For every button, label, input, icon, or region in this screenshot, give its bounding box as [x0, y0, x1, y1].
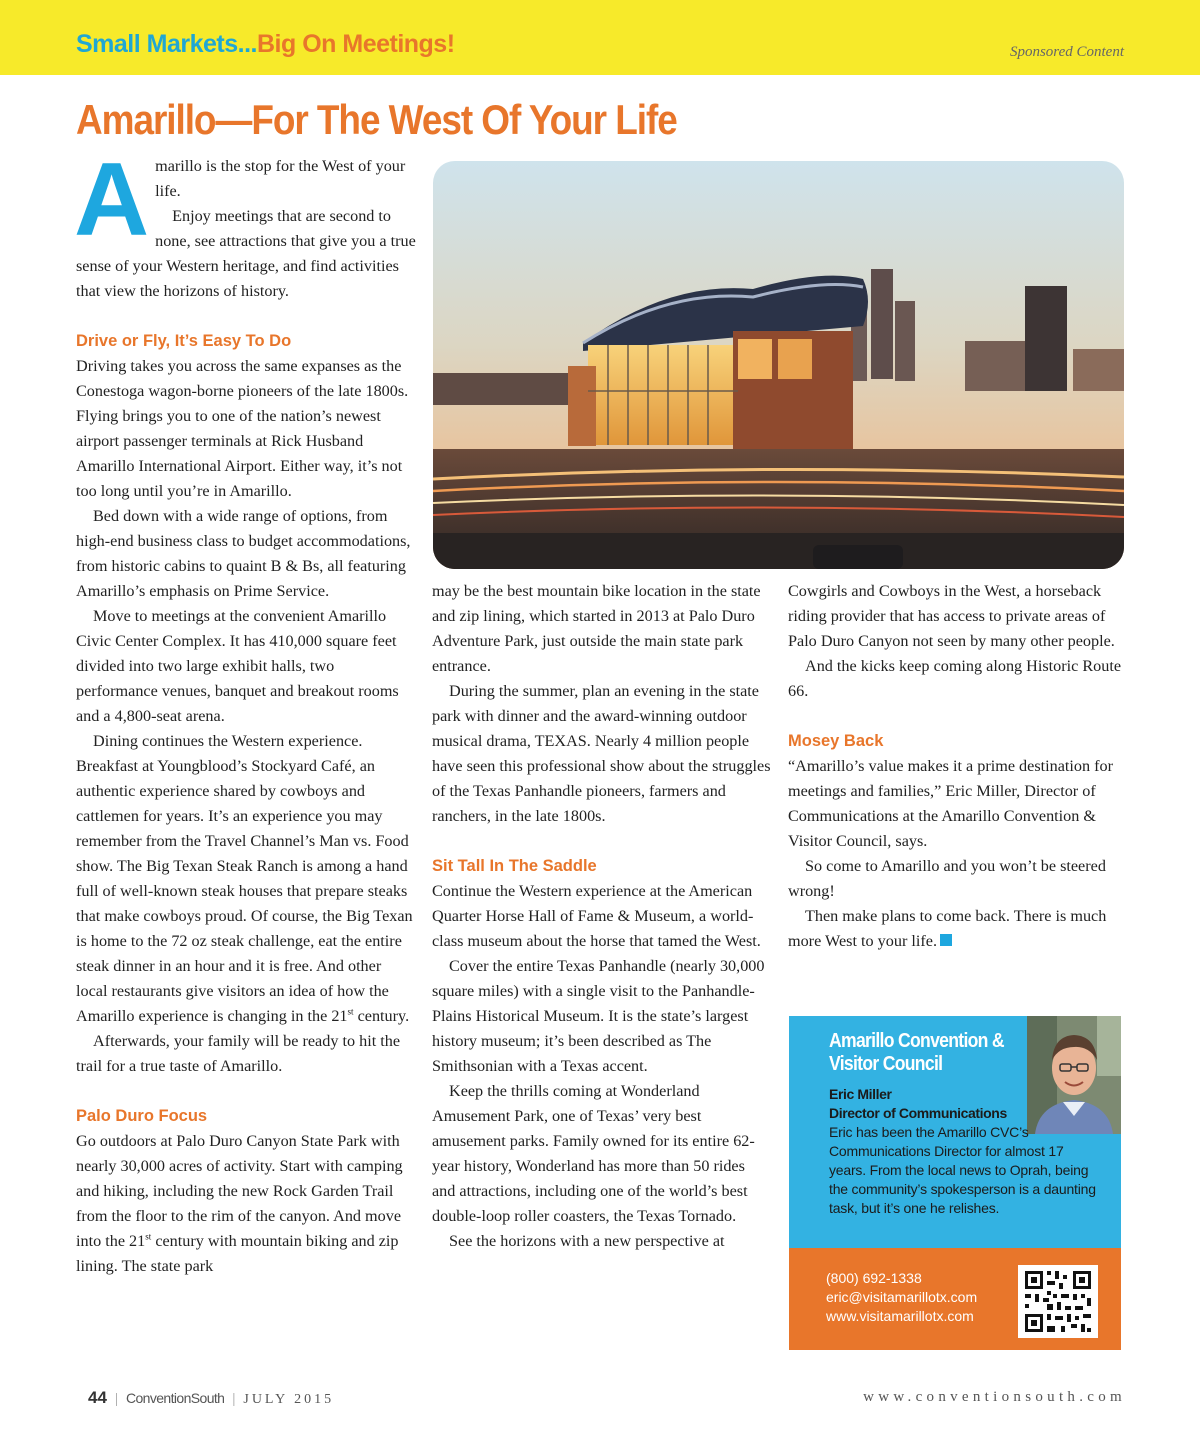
paragraph-palo-text: Go outdoors at Palo Duro Canyon State Park with nearly 30,000 acres of activity. Start with camping and hiking, including the new Rock Garden Trail from the floor to the rim of the canyon. And move into the 21 — [76, 1132, 403, 1250]
footer-folio — [88, 1388, 334, 1408]
ordinal-suffix: st — [145, 1231, 152, 1242]
paragraph-saddle: Continue the Western experience at the American Quarter Horse Hall of Fame & Museum, a world-class museum about the horse that tamed the West. — [432, 882, 761, 950]
paragraph-bed: Bed down with a wide range of options, from high-end business class to budget accommodations, from historic cabins to quaint B & Bs, all featuring Amarillo’s emphasis on Prime Service. — [76, 507, 411, 600]
paragraph-move: Move to meetings at the convenient Amarillo Civic Center Complex. It has 410,000 square feet divided into two large exhibit halls, two performance venues, banquet and breakout rooms and a 4,800-seat arena. — [76, 607, 399, 725]
subhead-mosey-back: Mosey Back — [788, 732, 884, 750]
intro-paragraph-2: Enjoy meetings that are second to none, see attractions that give you a true sense of your Western heritage, and find activities that view the horizons of history. — [76, 207, 416, 300]
paragraph-steered: So come to Amarillo and you won’t be steered wrong! — [788, 857, 1106, 900]
paragraph-palo-duro — [76, 1129, 416, 1279]
paragraph-come-back — [788, 904, 1128, 954]
civic-center-photo — [433, 161, 1124, 569]
article-column-2 — [432, 579, 772, 1254]
series-title — [76, 30, 455, 59]
article-headline: Amarillo—For The West Of Your Life — [76, 96, 677, 143]
page-number: 44 — [88, 1388, 107, 1407]
qr-code-graphic — [1018, 1265, 1098, 1338]
contact-box — [789, 1016, 1121, 1350]
paragraph-summer: During the summer, plan an evening in the state park with dinner and the award-winning outdoor musical drama, TEXAS. Nearly 4 million people have seen this professional show about the struggles of the Texas Panhandle pioneers, farmers and ranchers, in the late 1800s. — [432, 682, 771, 825]
paragraph-palo-end: century with mountain biking and zip lining. The state park — [76, 1232, 399, 1275]
paragraph-horizons: See the horizons with a new perspective at — [449, 1232, 725, 1250]
contact-title: Director of Communications — [829, 1105, 1007, 1121]
issue-date: JULY 2015 — [243, 1392, 335, 1407]
contact-phone[interactable]: (800) 692-1338 — [826, 1270, 922, 1286]
subhead-drive: Drive or Fly, It’s Easy To Do — [76, 332, 292, 350]
footer-website[interactable]: www.conventionsouth.com — [863, 1389, 1126, 1405]
paragraph-drive: Driving takes you across the same expanses as the Conestoga wagon-borne pioneers of the late 1800s. Flying brings you to one of the nation’s newest airport passenger terminals at Rick Husband Amarillo International Airport. Either way, it’s not too long until you’re in Amarillo. — [76, 357, 409, 500]
paragraph-quote: “Amarillo’s value makes it a prime destination for meetings and families,” Eric Miller, Director of Communications at the Amarillo Convention & Visitor Council, says. — [788, 757, 1114, 850]
sponsored-label: Sponsored Content — [1009, 44, 1124, 60]
footer-separator: | — [114, 1391, 118, 1407]
contact-details — [826, 1269, 977, 1326]
qr-code-icon[interactable] — [1018, 1265, 1098, 1338]
contact-name: Eric Miller — [829, 1086, 892, 1102]
subhead-palo-duro: Palo Duro Focus — [76, 1107, 208, 1125]
article-column-1 — [74, 142, 416, 1279]
closing-text: Then make plans to come back. There is much more West to your life. — [788, 907, 1107, 950]
end-mark-icon — [940, 934, 952, 946]
top-banner — [0, 0, 1200, 75]
contact-website[interactable]: www.visitamarillotx.com — [826, 1308, 974, 1324]
paragraph-wonderland: Keep the thrills coming at Wonderland Amusement Park, one of Texas’ very best amusement parks. Family owned for its entire 62-year history, Wonderland has more than 50 rides and attractions, including one of the world’s best double-loop roller coasters, the Texas Tornado. — [432, 1082, 755, 1225]
portrait-illustration — [1027, 1016, 1121, 1134]
contact-email[interactable]: eric@visitamarillotx.com — [826, 1289, 978, 1305]
contact-organization: Amarillo Convention & Visitor Council — [829, 1030, 1004, 1075]
article-column-3 — [788, 579, 1128, 954]
paragraph-route-66: And the kicks keep coming along Historic Route 66. — [788, 657, 1122, 700]
paragraph-afterwards: Afterwards, your family will be ready to hit the trail for a true taste of Amarillo. — [76, 1032, 401, 1075]
paragraph-dining-end: century. — [353, 1007, 410, 1025]
footer-separator: | — [232, 1391, 236, 1407]
ordinal-suffix: st — [347, 1006, 354, 1017]
civic-center-illustration — [433, 161, 1124, 569]
contact-portrait — [1027, 1016, 1121, 1134]
drop-cap: A — [74, 142, 150, 258]
series-title-part1: Small Markets... — [76, 30, 257, 58]
intro-text: marillo is the stop for the West of your life. — [155, 157, 406, 200]
paragraph-dining-text: Dining continues the Western experience. Breakfast at Youngblood’s Stockyard Café, an authentic experience shared by cowboys and cattlemen for years. It’s an experience you may remember from the Travel Channel’s Man vs. Food show. The Big Texan Steak Ranch is among a hand full of well-known steak houses that prepare steaks that make cowboys proud. Of course, the Big Texan is home to the 72 oz steak challenge, eat the entire steak dinner in an hour and it is free. And other local restaurants give visitors an idea of how the Amarillo experience is changing in the 21 — [76, 732, 413, 1025]
paragraph-horseback: Cowgirls and Cowboys in the West, a horseback riding provider that has access to private areas of Palo Duro Canyon not seen by many other people. — [788, 582, 1115, 650]
paragraph-panhandle: Cover the entire Texas Panhandle (nearly 30,000 square miles) with a single visit to the Panhandle-Plains Historical Museum. It is the state’s largest history museum; it’s been described as The Smithsonian with a Texas accent. — [432, 957, 765, 1075]
series-title-part2: Big On Meetings! — [256, 30, 455, 58]
contact-bio: Eric has been the Amarillo CVC’s Communications Director for almost 17 years. From the local news to Oprah, being the community’s spokesperson is a daunting task, but it’s one he relishes. — [829, 1124, 1096, 1216]
paragraph-zip-lining: may be the best mountain bike location in the state and zip lining, which started in 2013 at Palo Duro Adventure Park, just outside the main state park entrance. — [432, 582, 761, 675]
subhead-saddle: Sit Tall In The Saddle — [432, 857, 597, 875]
paragraph-dining — [76, 729, 416, 1029]
magazine-name: ConventionSouth — [125, 1390, 225, 1406]
